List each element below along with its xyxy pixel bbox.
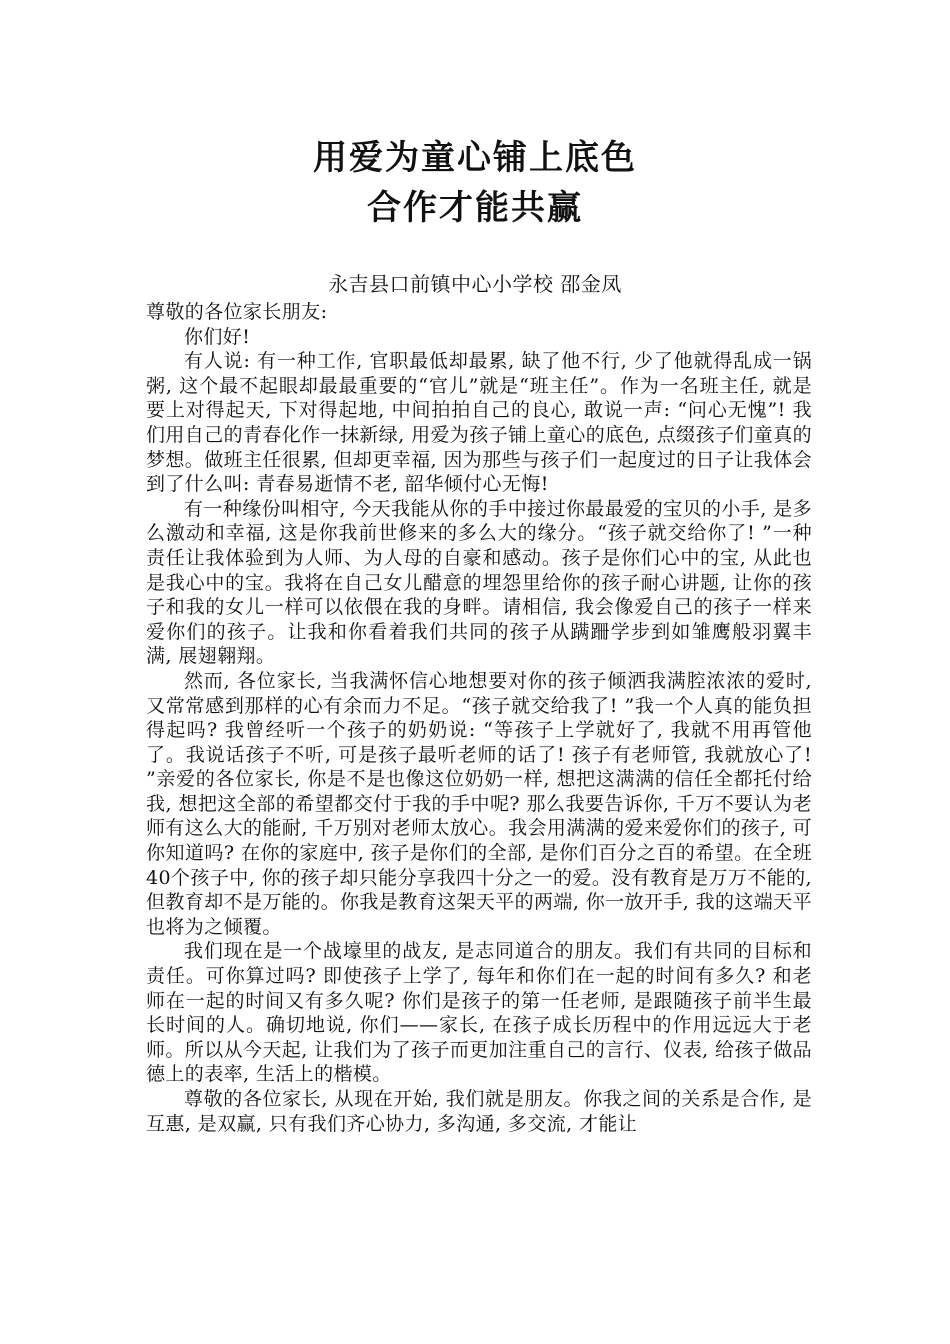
paragraph-4: 我们现在是一个战壕里的战友, 是志同道合的朋友。我们有共同的目标和责任。可你算过吗? 即使孩子上学了, 每年和你们在一起的时间有多久? 和老师在一起的时间又有多久呢? 你们是孩子的第一任老师, 是跟随孩子前半生最长时间的人。确切地说, 你们——家长, 在孩子成长历程中的作用远远大于老师。所以从今天起, 让我们为了孩子而更加注重自己的言行、仪表, 给孩子做品德上的表率, 生活上的楷模。 (146, 940, 812, 1086)
document-body (146, 300, 812, 1136)
salutation: 尊敬的各位家长朋友: (146, 301, 328, 323)
paragraph-3: 然而, 各位家长, 当我满怀信心地想要对你的孩子倾洒我满腔浓浓的爱时, 又常常感到那样的心有余而力不足。“孩子就交给我了! ”我一个人真的能负担得起吗? 我曾经听一个孩子的奶奶说: “等孩子上学就好了, 我就不用再管他了。我说话孩子不听, 可是孩子最听老师的话了! 孩子有老师管, 我就放心了! ”亲爱的各位家长, 你是不是也像这位奶奶一样, 想把这满满的信任全都托付给我, 想把这全部的希望都交付于我的手中呢? 那么我要告诉你, 千万不要认为老师有这么大的能耐, 千万别对老师太放心。我会用满满的爱来爱你们的孩子, 可你知道吗? 在你的家庭中, 孩子是你们的全部, 是你们百分之百的希望。在全班40个孩子中, 你的孩子却只能分享我四十分之一的爱。没有教育是万万不能的, 但教育却不是万能的。你我是教育这架天平的两端, 你一放开手, 我的这端天平也将为之倾覆。 (146, 669, 812, 938)
paragraph-1: 有人说: 有一种工作, 官职最低却最累, 缺了他不行, 少了他就得乱成一锅粥, 这个最不起眼却最最重要的“官儿”就是“班主任”。作为一名班主任, 就是要上对得起天, 下对得起地, 中间拍拍自己的良心, 敢说一声: “问心无愧”! 我们用自己的青春化作一抹新绿, 用爱为孩子铺上童心的底色, 点缀孩子们童真的梦想。做班主任很累, 但却更幸福, 因为那些与孩子们一起度过的日子让我体会到了什么叫: 青春易逝情不老, 韶华倾付心无悔! (146, 350, 812, 496)
paragraph-2: 有一种缘份叫相守, 今天我能从你的手中接过你最最爱的宝贝的小手, 是多么激动和幸福, 这是你我前世修来的多么大的缘分。“孩子就交给你了! ”一种责任让我体验到为人师、为人母的自豪和感动。孩子是你们心中的宝, 从此也是我心中的宝。我将在自己女儿醋意的埋怨里给你的孩子耐心讲题, 让你的孩子和我的女儿一样可以依偎在我的身畔。请相信, 我会像爱自己的孩子一样来爱你们的孩子。让我和你看着我们共同的孩子从蹒跚学步到如雏鹰般羽翼丰满, 展翅翱翔。 (146, 497, 812, 668)
document-title-line-1: 用爱为童心铺上底色 (313, 138, 637, 178)
document-title-line-2: 合作才能共赢 (367, 188, 583, 228)
paragraph-5: 尊敬的各位家长, 从现在开始, 我们就是朋友。你我之间的关系是合作, 是互惠, 是双赢, 只有我们齐心协力, 多沟通, 多交流, 才能让 (146, 1088, 812, 1135)
author-line: 永吉县口前镇中心小学校 邵金凤 (328, 272, 622, 296)
paragraph-greeting: 你们好! (184, 325, 251, 348)
